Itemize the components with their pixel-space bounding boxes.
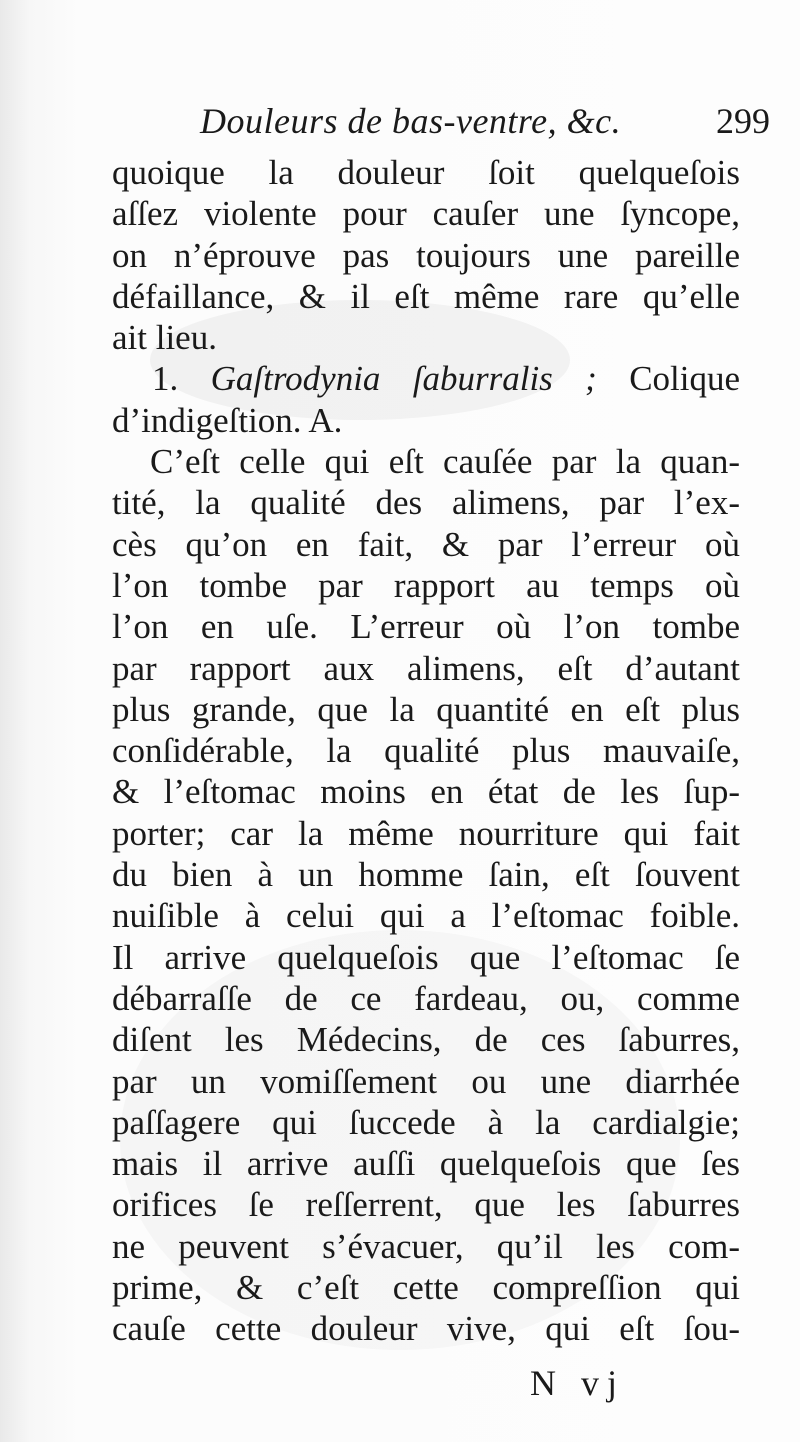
paragraph-line: porter; car la même nourriture qui fait	[112, 813, 740, 853]
paragraph-line: mais il arrive auſſi quelqueſois que ſes	[112, 1144, 740, 1184]
paragraph-line: l’on tombe par rapport au temps où	[112, 565, 740, 605]
text-line: défaillance, & il eſt même rare qu’elle	[112, 276, 740, 316]
paragraph-line: débarraſſe de ce fardeau, ou, comme	[112, 978, 740, 1018]
paragraph-line: par rapport aux alimens, eſt d’autant	[112, 648, 740, 688]
paragraph-line: cès qu’on en fait, & par l’erreur où	[112, 524, 740, 564]
paragraph-line: tité, la qualité des alimens, par l’ex-	[112, 483, 740, 523]
paragraph-line: C’eſt celle qui eſt cauſée par la quan-	[150, 442, 740, 482]
text-line: quoique la douleur ſoit quelqueſois	[112, 153, 740, 192]
page-number: 299	[716, 101, 770, 141]
text-line: aſſez violente pour cauſer une ſyncope,	[112, 194, 740, 234]
section-heading	[112, 358, 740, 399]
heading-number: 1.	[152, 359, 179, 399]
paragraph-line: Il arrive quelqueſois que l’eſtomac ſe	[112, 937, 740, 977]
paragraph-line: nuiſible à celui qui a l’eſtomac foible.	[112, 896, 740, 936]
paragraph-line: paſſagere qui ſuccede à la cardialgie;	[112, 1102, 740, 1142]
paragraph-line: du bien à un homme ſain, eſt ſouvent	[112, 855, 740, 895]
signature-mark: N vj	[530, 1363, 625, 1403]
paragraph-line: prime, & c’eſt cette compreſſion qui	[112, 1268, 740, 1308]
paragraph-line: l’on en uſe. L’erreur où l’on tombe	[112, 607, 740, 647]
running-head: Douleurs de bas-ventre, &c.	[200, 101, 622, 141]
body-text	[112, 152, 740, 1350]
text-line: on n’éprouve pas toujours une pareille	[112, 235, 740, 275]
heading-latin-name: Gaſtrodynia ſaburralis	[210, 359, 553, 399]
paragraph-line: conſidérable, la qualité plus mauvaiſe,	[112, 731, 740, 771]
paragraph-line: ne peuvent s’évacuer, qu’il les com-	[112, 1226, 740, 1266]
paragraph-line: cauſe cette douleur vive, qui eſt ſou-	[112, 1309, 740, 1349]
heading-separator: ;	[585, 359, 597, 399]
paragraph-line: & l’eſtomac moins en état de les ſup-	[112, 772, 740, 812]
heading-continuation: d’indigeſtion. A.	[112, 400, 343, 440]
paragraph-line: diſent les Médecins, de ces ſaburres,	[112, 1020, 740, 1060]
text-line: ait lieu.	[112, 318, 217, 358]
page-header	[200, 100, 770, 148]
paragraph-line: par un vomiſſement ou une diarrhée	[112, 1061, 740, 1101]
heading-french-name: Colique	[629, 359, 741, 399]
paragraph-line: plus grande, que la quantité en eſt plus	[112, 689, 740, 729]
paragraph-line: orifices ſe reſſerrent, que les ſaburres	[112, 1185, 740, 1225]
